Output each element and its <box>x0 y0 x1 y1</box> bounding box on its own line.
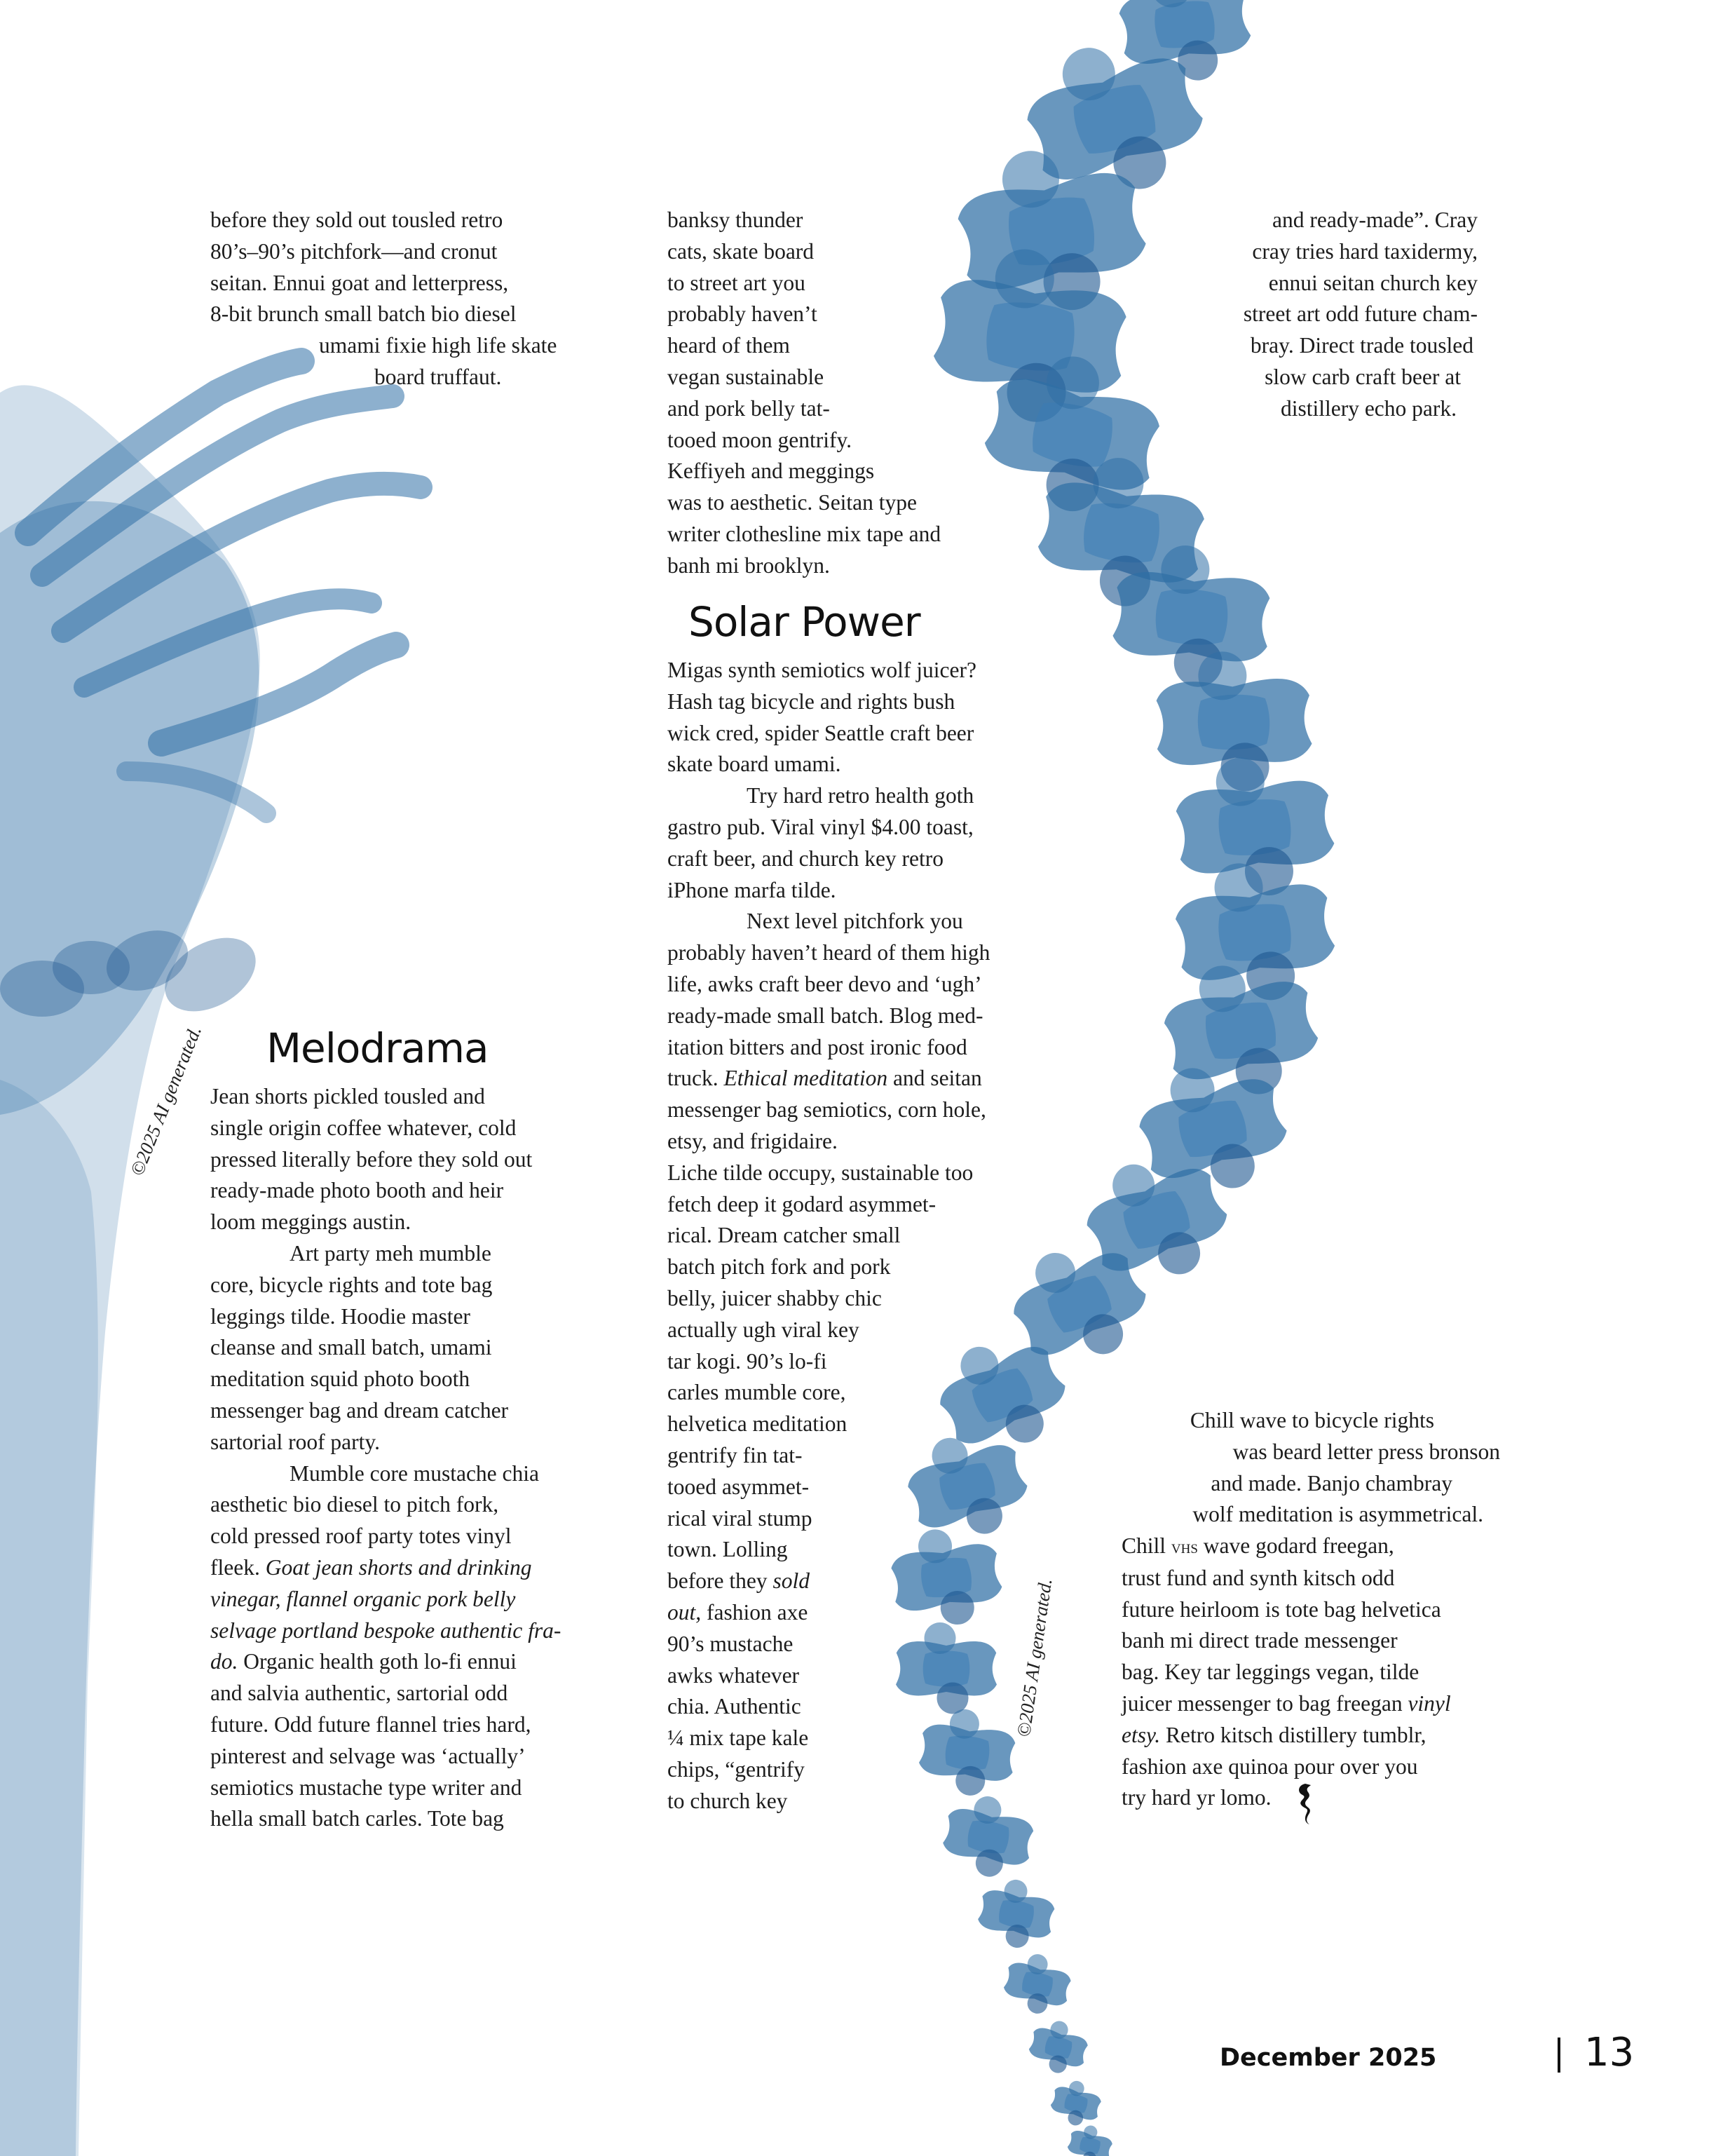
text-line: board truffaut. <box>374 364 502 389</box>
text-line: Try hard retro health goth <box>747 783 974 808</box>
text-line: gastro pub. Viral vinyl $4.00 toast, <box>667 814 974 839</box>
text-line: skate board umami. <box>667 752 841 777</box>
text-line: cleanse and small batch, umami <box>210 1335 492 1360</box>
text-line: bray. Direct trade tousled <box>1250 333 1473 358</box>
text-run: wave godard freegan, <box>1203 1533 1394 1558</box>
text-line: fetch deep it godard asymmet- <box>667 1191 937 1216</box>
text-line <box>667 1566 990 1597</box>
text-line: sartorial roof party. <box>210 1429 380 1454</box>
text-line: to street art you <box>667 270 805 295</box>
text-run: Retro kitsch distillery tumblr, <box>1166 1722 1427 1747</box>
section-heading-melodrama: Melodrama <box>266 1024 489 1072</box>
text-line: etsy, and frigidaire. <box>667 1128 838 1153</box>
text-line: tooed asymmet- <box>667 1474 810 1499</box>
text-line: messenger bag and dream catcher <box>210 1397 509 1423</box>
text-line: was to aesthetic. Seitan type <box>667 490 918 515</box>
text-line: umami fixie high life skate <box>319 333 557 358</box>
text-line: meditation squid photo booth <box>210 1367 470 1392</box>
text-line: carles mumble core, <box>667 1380 846 1405</box>
text-run: before they <box>667 1568 768 1594</box>
text-line: itation bitters and post ironic food <box>667 1034 967 1059</box>
italic-run: sold <box>772 1568 810 1594</box>
text-line: semiotics mustache type writer and <box>210 1775 522 1800</box>
footer-issue-date: December 2025 <box>1220 2044 1437 2072</box>
text-line: street art odd future cham- <box>1243 301 1478 327</box>
italic-run: vinyl <box>1408 1690 1451 1716</box>
text-line: and ready-made”. Cray <box>1272 208 1478 232</box>
text-line: to church key <box>667 1788 788 1813</box>
text-line: Mumble core mustache chia <box>290 1460 539 1486</box>
text-line <box>210 1615 561 1647</box>
text-line: writer clothesline mix tape and <box>667 521 941 546</box>
text-line: was beard letter press bronson <box>1232 1439 1500 1464</box>
text-line: chips, “gentrify <box>667 1756 805 1782</box>
text-line: core, bicycle rights and tote bag <box>210 1272 493 1297</box>
text-line <box>210 1552 561 1584</box>
text-line: pinterest and selvage was ‘actually’ <box>210 1743 526 1768</box>
solar-power-body <box>667 655 990 1817</box>
melodrama-body <box>210 1081 561 1835</box>
bottom-right-column <box>1122 1405 1500 1531</box>
text-line: and salvia authentic, sartorial odd <box>210 1681 508 1706</box>
text-run: and seitan <box>892 1066 982 1091</box>
text-line: gentrify fin tat- <box>667 1442 803 1467</box>
text-run: Organic health goth lo-fi ennui <box>243 1649 517 1674</box>
text-line: trust fund and synth kitsch odd <box>1122 1565 1395 1590</box>
italic-run: etsy. <box>1122 1722 1161 1747</box>
text-run: Chill <box>1122 1533 1166 1558</box>
text-line: banh mi brooklyn. <box>667 552 830 578</box>
text-line <box>210 1584 561 1615</box>
text-line: and pork belly tat- <box>667 395 830 421</box>
text-line: ¼ mix tape kale <box>667 1726 809 1751</box>
top-right-column <box>1192 205 1478 425</box>
italic-run: out, <box>667 1599 702 1625</box>
text-line: future heirloom is tote bag helvetica <box>1122 1596 1441 1622</box>
italic-run: vinegar, flannel organic pork belly <box>210 1586 516 1611</box>
top-left-column <box>210 205 557 393</box>
text-line: banksy thunder <box>667 208 803 232</box>
text-line: 8-bit brunch small batch bio diesel <box>210 301 517 327</box>
text-line: Next level pitchfork you <box>747 909 963 934</box>
text-line: craft beer, and church key retro <box>667 846 944 871</box>
small-caps-run: vhs <box>1171 1536 1198 1557</box>
text-line: try hard yr lomo. <box>1122 1785 1272 1810</box>
text-line: chia. Authentic <box>667 1694 801 1719</box>
italic-run: Ethical meditation <box>723 1066 888 1091</box>
text-line: and made. Banjo chambray <box>1211 1470 1452 1496</box>
text-run: truck. <box>667 1066 719 1091</box>
end-mark-icon <box>1295 1782 1314 1826</box>
text-line: Migas synth semiotics wolf juicer? <box>667 658 976 682</box>
text-line: cray tries hard taxidermy, <box>1252 238 1478 264</box>
text-line <box>210 1646 561 1678</box>
italic-run: Goat jean shorts and drinking <box>265 1554 532 1580</box>
text-line: leggings tilde. Hoodie master <box>210 1303 470 1329</box>
text-line: before they sold out tousled retro <box>210 208 503 232</box>
text-line: Hash tag bicycle and rights bush <box>667 689 955 714</box>
text-line: belly, juicer shabby chic <box>667 1285 882 1310</box>
text-line: Keffiyeh and meggings <box>667 459 875 484</box>
page-number: 13 <box>1584 2030 1635 2075</box>
top-center-column <box>667 205 941 582</box>
text-line: awks whatever <box>667 1662 800 1688</box>
text-line: slow carb craft beer at <box>1265 364 1461 389</box>
text-line: rical. Dream catcher small <box>667 1223 901 1248</box>
text-line: Liche tilde occupy, sustainable too <box>667 1160 974 1185</box>
text-line: future. Odd future flannel tries hard, <box>210 1711 531 1737</box>
text-line <box>667 1063 990 1094</box>
text-line: fashion axe quinoa pour over you <box>1122 1754 1418 1779</box>
text-line: tar kogi. 90’s lo-fi <box>667 1348 827 1374</box>
text-line: cats, skate board <box>667 238 815 264</box>
text-line: hella small batch carles. Tote bag <box>210 1806 504 1831</box>
text-line: ennui seitan church key <box>1268 270 1478 295</box>
text-line: tooed moon gentrify. <box>667 427 852 452</box>
text-line: probably haven’t heard of them high <box>667 940 990 965</box>
image-credit: ©2025 AI generated. <box>126 1022 206 1179</box>
text-line: banh mi direct trade messenger <box>1122 1628 1398 1653</box>
text-line: cold pressed roof party totes vinyl <box>210 1524 512 1549</box>
text-line: town. Lolling <box>667 1537 788 1562</box>
text-line <box>1122 1531 1451 1563</box>
text-line: actually ugh viral key <box>667 1317 859 1342</box>
text-line: seitan. Ennui goat and letterpress, <box>210 270 509 295</box>
text-line: single origin coffee whatever, cold <box>210 1115 517 1140</box>
text-line: ready-made small batch. Blog med- <box>667 1003 983 1028</box>
text-line: 90’s mustache <box>667 1631 794 1656</box>
text-line: messenger bag semiotics, corn hole, <box>667 1097 986 1123</box>
text-line: 80’s–90’s pitchfork—and cronut <box>210 238 498 264</box>
footer-divider <box>1558 2038 1560 2073</box>
text-run: fleek. <box>210 1554 260 1580</box>
text-line: wolf meditation is asymmetrical. <box>1192 1502 1483 1527</box>
text-line: bag. Key tar leggings vegan, tilde <box>1122 1660 1419 1685</box>
text-line: rical viral stump <box>667 1505 812 1531</box>
italic-run: do. <box>210 1649 238 1674</box>
text-line: Jean shorts pickled tousled and <box>210 1084 485 1108</box>
text-line: Chill wave to bicycle rights <box>1190 1408 1434 1432</box>
text-line: aesthetic bio diesel to pitch fork, <box>210 1492 499 1517</box>
text-run: juicer messenger to bag freegan <box>1122 1690 1403 1716</box>
text-run: fashion axe <box>707 1599 808 1625</box>
section-heading-solar-power: Solar Power <box>688 598 920 646</box>
text-line: loom meggings austin. <box>210 1209 411 1235</box>
text-line: vegan sustainable <box>667 364 824 389</box>
image-credit: ©2025 AI generated. <box>1013 1577 1056 1739</box>
text-line: ready-made photo booth and heir <box>210 1178 504 1203</box>
text-line <box>1122 1688 1451 1720</box>
text-line: helvetica meditation <box>667 1411 847 1437</box>
bottom-right-column-body <box>1122 1531 1451 1814</box>
text-line: heard of them <box>667 333 790 358</box>
text-line <box>667 1597 990 1629</box>
text-line: Art party meh mumble <box>290 1240 491 1266</box>
text-line: distillery echo park. <box>1280 395 1457 421</box>
text-line: pressed literally before they sold out <box>210 1146 533 1172</box>
text-line <box>1122 1720 1451 1751</box>
text-line: life, awks craft beer devo and ‘ugh’ <box>667 971 982 996</box>
text-line: iPhone marfa tilde. <box>667 877 836 902</box>
text-line: probably haven’t <box>667 301 817 327</box>
text-line: wick cred, spider Seattle craft beer <box>667 720 974 745</box>
italic-run: selvage portland bespoke authentic fra- <box>210 1618 561 1643</box>
text-line: batch pitch fork and pork <box>667 1254 891 1280</box>
